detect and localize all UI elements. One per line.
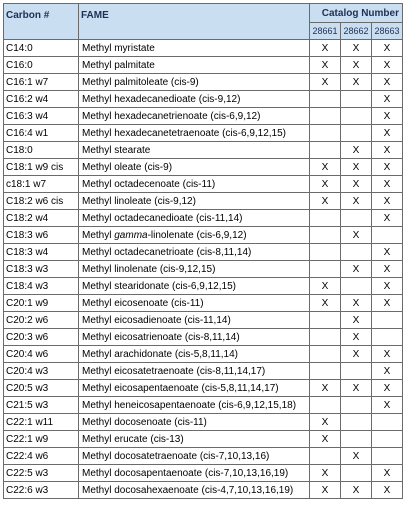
mark-28661: X <box>310 57 341 74</box>
table-row <box>4 414 403 431</box>
mark-28661: X <box>310 278 341 295</box>
mark-28663: X <box>372 142 403 159</box>
mark-28663: X <box>372 57 403 74</box>
fame-cell: Methyl stearidonate (cis-6,9,12,15) <box>79 278 310 295</box>
carbon-cell: C18:2 w4 <box>4 210 79 227</box>
mark-28661 <box>310 125 341 142</box>
fame-cell: Methyl octadecanedioate (cis-11,14) <box>79 210 310 227</box>
mark-28661: X <box>310 414 341 431</box>
mark-28661 <box>310 329 341 346</box>
mark-28661: X <box>310 482 341 499</box>
mark-28663 <box>372 414 403 431</box>
header-catalog-28661: 28661 <box>310 23 341 40</box>
carbon-cell: C22:5 w3 <box>4 465 79 482</box>
fame-catalog-table <box>3 3 403 499</box>
table-row <box>4 40 403 57</box>
mark-28661 <box>310 397 341 414</box>
carbon-cell: C22:6 w3 <box>4 482 79 499</box>
carbon-cell: C16:2 w4 <box>4 91 79 108</box>
header-fame: FAME <box>79 4 310 40</box>
table-row <box>4 465 403 482</box>
carbon-cell: C20:2 w6 <box>4 312 79 329</box>
mark-28661 <box>310 91 341 108</box>
table-row <box>4 261 403 278</box>
fame-cell: Methyl palmitoleate (cis-9) <box>79 74 310 91</box>
mark-28663: X <box>372 397 403 414</box>
fame-text-suffix: -linolenate (cis-6,9,12) <box>147 229 247 241</box>
carbon-cell: C18:2 w6 cis <box>4 193 79 210</box>
carbon-cell: C20:5 w3 <box>4 380 79 397</box>
mark-28662 <box>341 414 372 431</box>
mark-28662: X <box>341 312 372 329</box>
mark-28662 <box>341 125 372 142</box>
table-row <box>4 91 403 108</box>
mark-28661 <box>310 244 341 261</box>
mark-28663: X <box>372 346 403 363</box>
header-row <box>4 4 403 23</box>
carbon-cell: C16:3 w4 <box>4 108 79 125</box>
table-row <box>4 142 403 159</box>
header-catalog-28662: 28662 <box>341 23 372 40</box>
carbon-cell: C22:1 w11 <box>4 414 79 431</box>
table-row <box>4 210 403 227</box>
mark-28663 <box>372 227 403 244</box>
mark-28661 <box>310 210 341 227</box>
mark-28661: X <box>310 74 341 91</box>
carbon-cell: C16:1 w7 <box>4 74 79 91</box>
fame-cell: Methyl octadecenoate (cis-11) <box>79 176 310 193</box>
carbon-cell: C18:3 w3 <box>4 261 79 278</box>
mark-28663 <box>372 329 403 346</box>
fame-cell: Methyl eicosatrienoate (cis-8,11,14) <box>79 329 310 346</box>
fame-cell: Methyl docosatetraenoate (cis-7,10,13,16) <box>79 448 310 465</box>
mark-28661 <box>310 227 341 244</box>
carbon-cell: C22:1 w9 <box>4 431 79 448</box>
mark-28663 <box>372 448 403 465</box>
mark-28662 <box>341 278 372 295</box>
fame-cell: Methyl docosahexaenoate (cis-4,7,10,13,16,19) <box>79 482 310 499</box>
table-row <box>4 57 403 74</box>
fame-cell: Methyl palmitate <box>79 57 310 74</box>
mark-28663: X <box>372 261 403 278</box>
mark-28662 <box>341 244 372 261</box>
mark-28661: X <box>310 159 341 176</box>
fame-cell: Methyl erucate (cis-13) <box>79 431 310 448</box>
mark-28663: X <box>372 74 403 91</box>
carbon-cell: C18:3 w4 <box>4 244 79 261</box>
fame-cell: Methyl myristate <box>79 40 310 57</box>
mark-28662 <box>341 431 372 448</box>
mark-28663: X <box>372 176 403 193</box>
table-body <box>4 40 403 499</box>
fame-cell: Methyl hexadecanetrienoate (cis-6,9,12) <box>79 108 310 125</box>
mark-28662 <box>341 397 372 414</box>
fame-cell: Methyl eicosapentaenoate (cis-5,8,11,14,17) <box>79 380 310 397</box>
mark-28662: X <box>341 227 372 244</box>
carbon-cell: C18:4 w3 <box>4 278 79 295</box>
fame-cell: Methyl docosapentaenoate (cis-7,10,13,16,19) <box>79 465 310 482</box>
carbon-cell: C21:5 w3 <box>4 397 79 414</box>
mark-28661: X <box>310 380 341 397</box>
mark-28663: X <box>372 295 403 312</box>
carbon-cell: C16:0 <box>4 57 79 74</box>
fame-cell: Methyl octadecanetrioate (cis-8,11,14) <box>79 244 310 261</box>
table-row <box>4 397 403 414</box>
mark-28663: X <box>372 40 403 57</box>
mark-28662: X <box>341 261 372 278</box>
mark-28661 <box>310 312 341 329</box>
mark-28662: X <box>341 295 372 312</box>
fame-cell: Methyl eicosadienoate (cis-11,14) <box>79 312 310 329</box>
mark-28661 <box>310 448 341 465</box>
table-row <box>4 227 403 244</box>
table-row <box>4 159 403 176</box>
table-row <box>4 346 403 363</box>
header-catalog-number: Catalog Number <box>310 4 403 23</box>
mark-28662: X <box>341 159 372 176</box>
header-carbon: Carbon # <box>4 4 79 40</box>
mark-28662 <box>341 363 372 380</box>
mark-28661: X <box>310 40 341 57</box>
mark-28661 <box>310 363 341 380</box>
mark-28661: X <box>310 295 341 312</box>
carbon-cell: C20:4 w6 <box>4 346 79 363</box>
mark-28662 <box>341 465 372 482</box>
fame-cell: Methyl linoleate (cis-9,12) <box>79 193 310 210</box>
fame-cell: Methyl eicosatetraenoate (cis-8,11,14,17) <box>79 363 310 380</box>
mark-28662: X <box>341 380 372 397</box>
fame-cell: Methyl linolenate (cis-9,12,15) <box>79 261 310 278</box>
table-row <box>4 125 403 142</box>
carbon-cell: C14:0 <box>4 40 79 57</box>
mark-28662: X <box>341 448 372 465</box>
fame-cell <box>79 227 310 244</box>
mark-28662 <box>341 91 372 108</box>
mark-28663: X <box>372 380 403 397</box>
fame-cell: Methyl hexadecanedioate (cis-9,12) <box>79 91 310 108</box>
table-row <box>4 176 403 193</box>
fame-cell: Methyl arachidonate (cis-5,8,11,14) <box>79 346 310 363</box>
mark-28663: X <box>372 210 403 227</box>
mark-28662: X <box>341 193 372 210</box>
mark-28661: X <box>310 193 341 210</box>
mark-28662: X <box>341 176 372 193</box>
mark-28662 <box>341 108 372 125</box>
mark-28663: X <box>372 482 403 499</box>
mark-28661 <box>310 261 341 278</box>
mark-28662: X <box>341 329 372 346</box>
table-row <box>4 363 403 380</box>
table-row <box>4 278 403 295</box>
mark-28662: X <box>341 142 372 159</box>
mark-28661: X <box>310 431 341 448</box>
mark-28663 <box>372 312 403 329</box>
table-row <box>4 295 403 312</box>
table-row <box>4 380 403 397</box>
mark-28663: X <box>372 108 403 125</box>
table-row <box>4 312 403 329</box>
mark-28663: X <box>372 125 403 142</box>
carbon-cell: C16:4 w1 <box>4 125 79 142</box>
mark-28663: X <box>372 465 403 482</box>
mark-28662: X <box>341 482 372 499</box>
mark-28663 <box>372 431 403 448</box>
carbon-cell: C20:3 w6 <box>4 329 79 346</box>
mark-28663: X <box>372 363 403 380</box>
table-row <box>4 244 403 261</box>
carbon-cell: C20:1 w9 <box>4 295 79 312</box>
fame-cell: Methyl stearate <box>79 142 310 159</box>
carbon-cell: C18:1 w9 cis <box>4 159 79 176</box>
fame-cell: Methyl oleate (cis-9) <box>79 159 310 176</box>
carbon-cell: C18:0 <box>4 142 79 159</box>
table-row <box>4 431 403 448</box>
carbon-cell: c18:1 w7 <box>4 176 79 193</box>
mark-28661 <box>310 346 341 363</box>
mark-28662: X <box>341 57 372 74</box>
fame-table-container <box>3 3 403 499</box>
mark-28663: X <box>372 244 403 261</box>
mark-28662: X <box>341 346 372 363</box>
fame-cell: Methyl hexadecanetetraenoate (cis-6,9,12,15) <box>79 125 310 142</box>
table-row <box>4 108 403 125</box>
mark-28661: X <box>310 465 341 482</box>
table-row <box>4 193 403 210</box>
mark-28662: X <box>341 74 372 91</box>
table-row <box>4 482 403 499</box>
mark-28661: X <box>310 176 341 193</box>
mark-28661 <box>310 108 341 125</box>
fame-text-prefix: Methyl <box>82 229 115 241</box>
table-row <box>4 329 403 346</box>
mark-28662 <box>341 210 372 227</box>
mark-28663: X <box>372 193 403 210</box>
mark-28663: X <box>372 278 403 295</box>
table-row <box>4 448 403 465</box>
carbon-cell: C18:3 w6 <box>4 227 79 244</box>
fame-cell: Methyl docosenoate (cis-11) <box>79 414 310 431</box>
header-catalog-28663: 28663 <box>372 23 403 40</box>
fame-text-italic: gamma <box>114 229 148 241</box>
carbon-cell: C22:4 w6 <box>4 448 79 465</box>
mark-28663: X <box>372 91 403 108</box>
mark-28663: X <box>372 159 403 176</box>
table-row <box>4 74 403 91</box>
fame-cell: Methyl eicosenoate (cis-11) <box>79 295 310 312</box>
fame-cell: Methyl heneicosapentaenoate (cis-6,9,12,15,18) <box>79 397 310 414</box>
mark-28661 <box>310 142 341 159</box>
mark-28662: X <box>341 40 372 57</box>
carbon-cell: C20:4 w3 <box>4 363 79 380</box>
